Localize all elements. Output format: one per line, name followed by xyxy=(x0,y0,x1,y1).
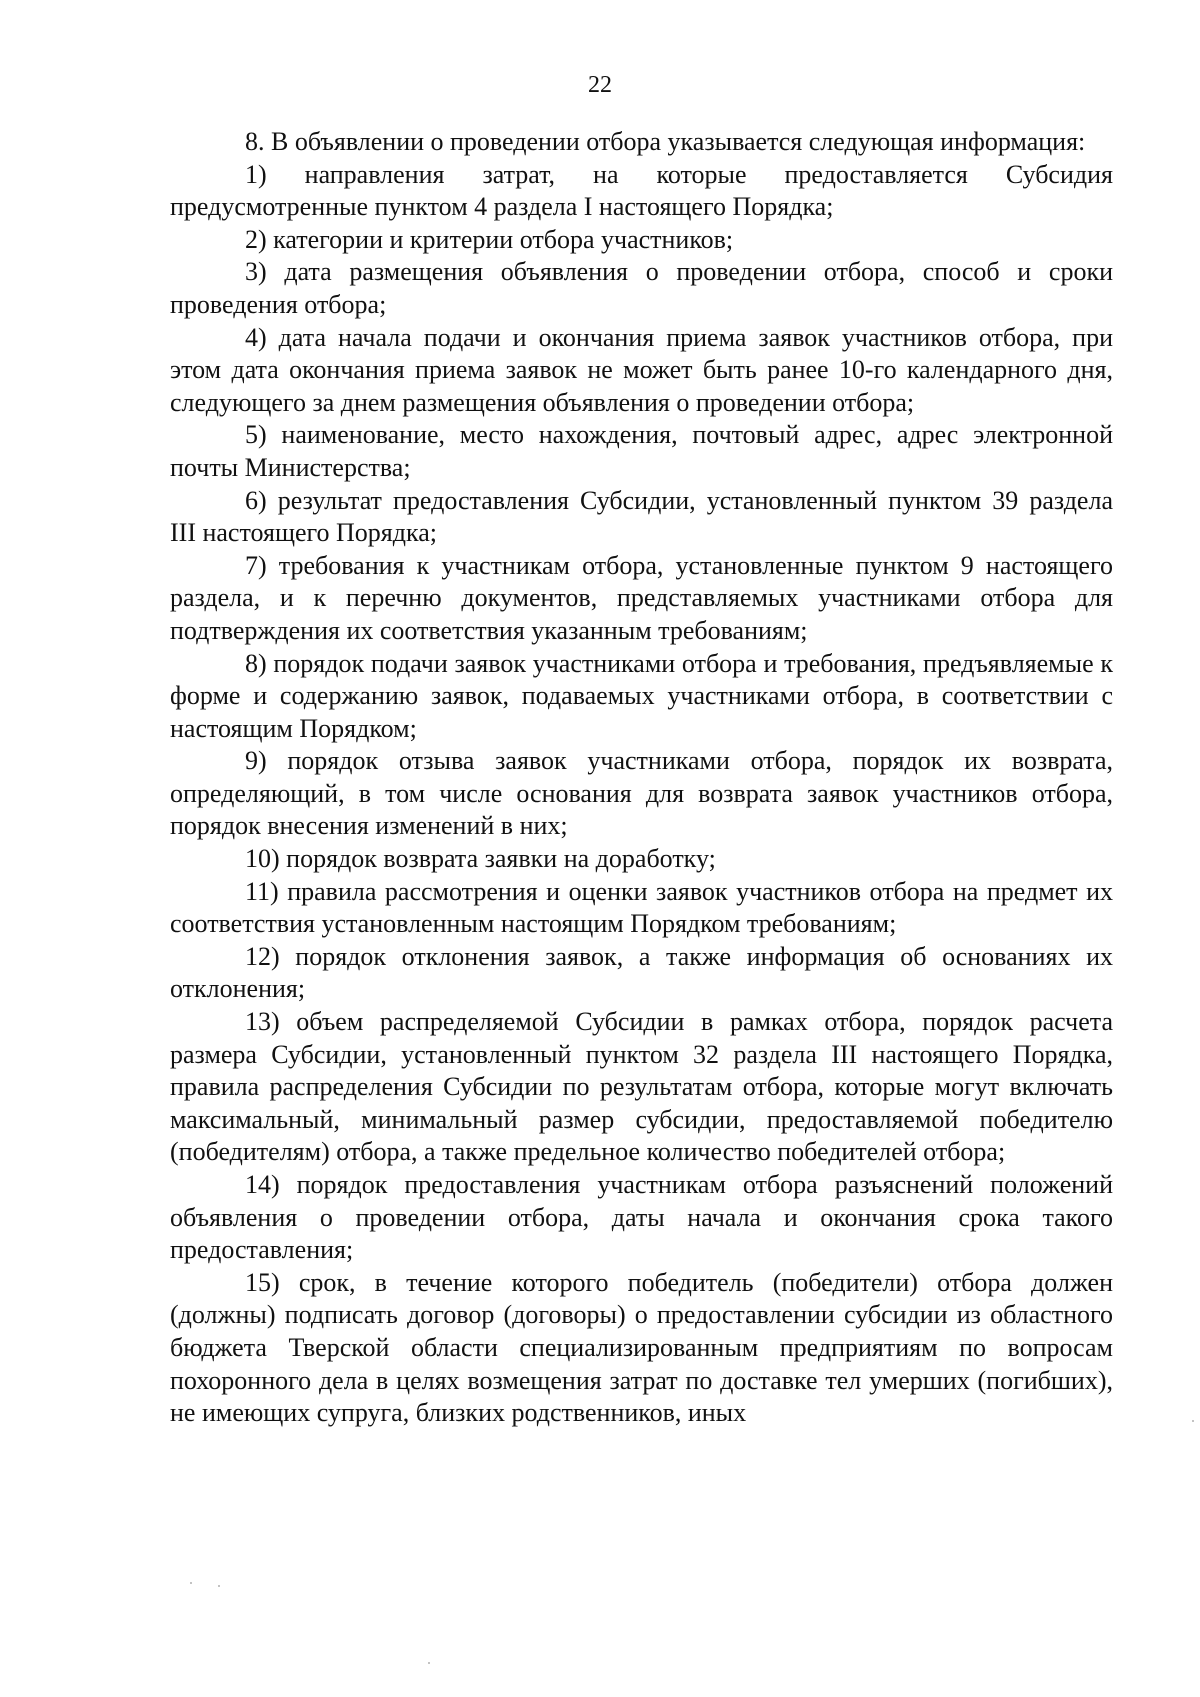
list-item-13: 13) объем распределяемой Субсидии в рамках отбора, порядок расчета размера Субсидии, установленный пунктом 32 раздела III настоящего Порядка, правила распределения Субсидии по результатам отбора, которые могут включать максимальный, минимальный размер субсидии, предоставляемой победителю (победителям) отбора, а также предельное количество победителей отбора; xyxy=(170,1007,1113,1167)
list-item-8: 8) порядок подачи заявок участниками отбора и требования, предъявляемые к форме и содержанию заявок, подаваемых участниками отбора, в соответствии с настоящим Порядком; xyxy=(170,648,1113,743)
list-item-14: 14) порядок предоставления участникам отбора разъяснений положений объявления о проведении отбора, даты начала и окончания срока такого предоставления; xyxy=(170,1170,1113,1265)
scan-speck xyxy=(218,1585,220,1587)
scan-speck xyxy=(190,1582,192,1584)
list-item-4: 4) дата начала подачи и окончания приема заявок участников отбора, при этом дата окончания приема заявок не может быть ранее 10-го календарного дня, следующего за днем размещения объявления о проведении отбора; xyxy=(170,322,1113,417)
list-item-1: 1) направления затрат, на которые предоставляется Субсидия предусмотренные пунктом 4 раздела I настоящего Порядка; xyxy=(170,159,1113,222)
list-item-10: 10) порядок возврата заявки на доработку; xyxy=(245,844,716,874)
list-item-12: 12) порядок отклонения заявок, а также информация об основаниях их отклонения; xyxy=(170,941,1113,1004)
list-item-9: 9) порядок отзыва заявок участниками отбора, порядок их возврата, определяющий, в том числе основания для возврата заявок участников отбора, порядок внесения изменений в них; xyxy=(170,746,1113,841)
list-item-15: 15) срок, в течение которого победитель (победители) отбора должен (должны) подписать договор (договоры) о предоставлении субсидии из областного бюджета Тверской области специализированным предприятиям по вопросам похоронного дела в целях возмещения затрат по доставке тел умерших (погибших), не имеющих супруга, близких родственников, иных xyxy=(170,1267,1113,1428)
scan-speck xyxy=(1192,1420,1194,1422)
scan-speck xyxy=(428,1662,430,1664)
paragraph-item-8: 8. В объявлении о проведении отбора указывается следующая информация: xyxy=(245,127,1086,156)
list-item-6: 6) результат предоставления Субсидии, установленный пунктом 39 раздела III настоящего Порядка; xyxy=(170,485,1113,548)
list-item-11: 11) правила рассмотрения и оценки заявок участников отбора на предмет их соответствия установленным настоящим Порядком требованиям; xyxy=(170,876,1113,939)
list-item-7: 7) требования к участникам отбора, установленные пунктом 9 настоящего раздела, и к перечню документов, представляемых участниками отбора для подтверждения их соответствия указанным требованиям; xyxy=(170,550,1113,645)
list-item-2: 2) категории и критерии отбора участников; xyxy=(245,224,734,254)
list-item-3: 3) дата размещения объявления о проведении отбора, способ и сроки проведения отбора; xyxy=(170,257,1113,319)
page-number: 22 xyxy=(588,72,612,98)
list-item-5: 5) наименование, место нахождения, почтовый адрес, адрес электронной почты Министерства; xyxy=(170,420,1113,482)
document-body xyxy=(170,126,1113,1430)
